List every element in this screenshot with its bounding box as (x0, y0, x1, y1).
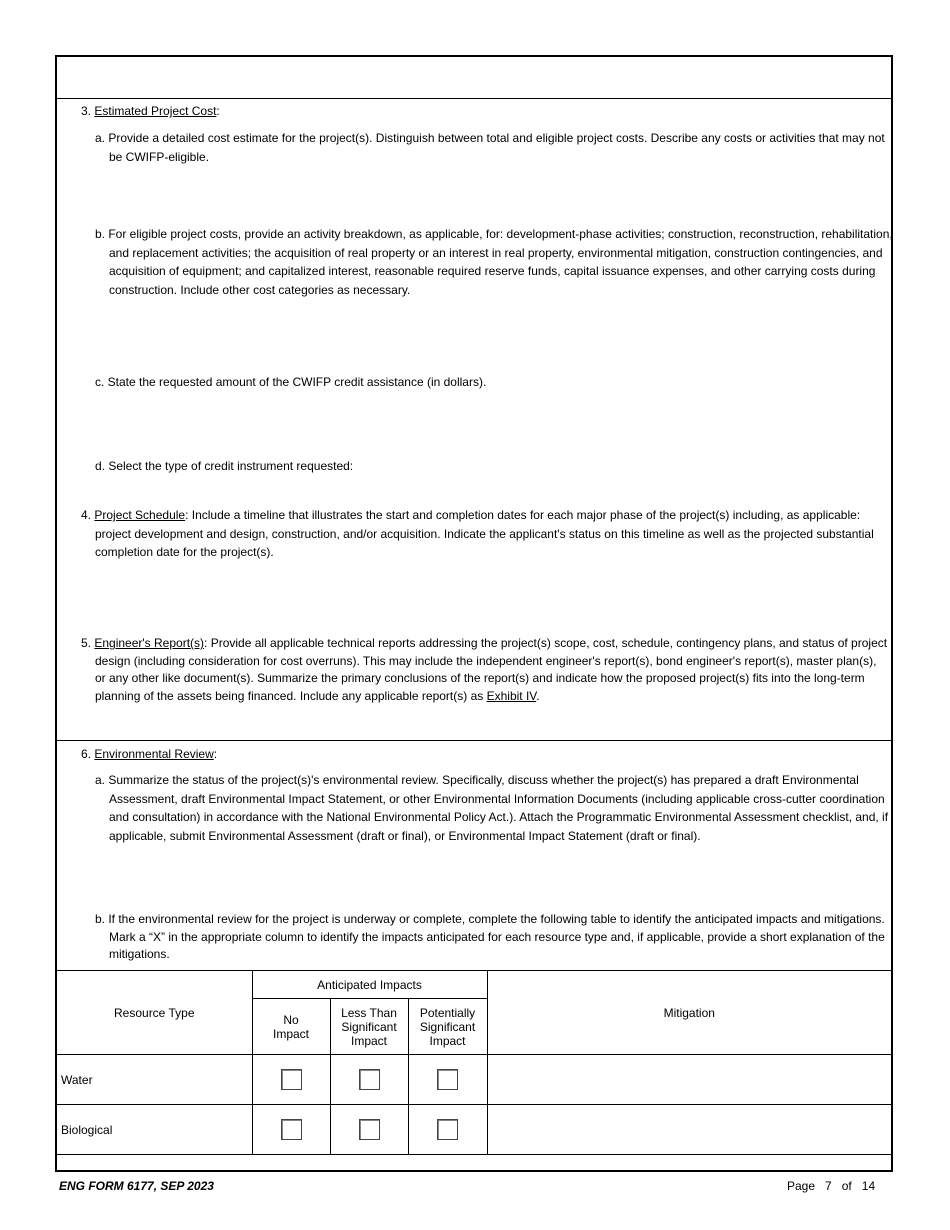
section-3c-text: c. State the requested amount of the CWIFP credit assistance (in dollars). (95, 375, 487, 389)
colon: : (213, 747, 218, 761)
section-3a-text: a. Provide a detailed cost estimate for the project(s). Distinguish between total and eligible project costs. Describe any costs or activities that may not be CWIFP-eligible. (95, 131, 885, 164)
section-6-heading (81, 745, 881, 764)
mitigation-header: Mitigation (487, 971, 891, 1055)
no-impact-cell (252, 1055, 330, 1105)
potentially-significant-cell (408, 1105, 487, 1155)
page-number: 7 (825, 1179, 832, 1193)
potentially-significant-cell (408, 1055, 487, 1105)
section-5-body: : Provide all applicable technical reports addressing the project(s) scope, cost, schedule, contingency plans, and status of project design (including consideration for cost overruns). This may include the independent engineer's report(s), bond engineer's report(s), master plan(s), or any other like document(s). Summarize the primary conclusions of the report(s) and indicate how the proposed project(s) fits into the long-term planning of the assets being financed. Include any applicable report(s) as (95, 636, 888, 703)
section-3-title: Estimated Project Cost (94, 104, 217, 118)
section-4-text (81, 506, 889, 562)
section-number: 5. (81, 636, 92, 650)
table-row (57, 1055, 891, 1105)
no-impact-header: No Impact (252, 999, 330, 1055)
resource-type-cell: Biological (57, 1105, 252, 1155)
section-4-body: : Include a timeline that illustrates the start and completion dates for each major phase of the project(s) including, as applicable: project development and design, construction, and/or acquisition. Indicate the applicant's status on this timeline as well as the projected substantial completion date for the project(s). (95, 508, 874, 559)
form-frame (55, 55, 893, 1172)
page-indicator (787, 1179, 875, 1193)
section-5-text (81, 635, 889, 705)
anticipated-impacts-header: Anticipated Impacts (252, 971, 487, 999)
section-6b-text: b. If the environmental review for the project is underway or complete, complete the following table to identify the anticipated impacts and mitigations. Mark a “X” in the appropriate column to identify the impacts anticipated for each resource type and, if applicable, provide a short explanation of the mitigations. (95, 912, 885, 961)
section-4-title: Project Schedule (94, 508, 186, 522)
form-identifier: ENG FORM 6177, SEP 2023 (59, 1179, 214, 1193)
section-number: 3. (81, 104, 92, 118)
biological-potentially-significant-checkbox[interactable] (437, 1119, 458, 1140)
section-3b-text: b. For eligible project costs, provide an activity breakdown, as applicable, for: development-phase activities; construction, reconstruction, rehabilitation, and replacement activities; the acquisition of real property or an interest in real property, environmental mitigation, construction contingencies, and acquisition of equipment; and capitalized interest, reasonable required reserve funds, capital issuance expenses, and other carrying costs during construction. Include other cost categories as necessary. (95, 227, 893, 297)
less-than-significant-cell (330, 1055, 408, 1105)
potentially-significant-header: Potentially Significant Impact (408, 999, 487, 1055)
impacts-table (57, 970, 891, 1155)
less-than-significant-cell (330, 1105, 408, 1155)
of-label: of (841, 1179, 852, 1193)
biological-mitigation-field[interactable] (487, 1105, 891, 1155)
exhibit-iv-link: Exhibit IV (486, 688, 537, 703)
section-number: 4. (81, 508, 92, 522)
section-6-title: Environmental Review (94, 747, 214, 761)
resource-type-header: Resource Type (57, 971, 252, 1055)
colon: : (216, 104, 220, 118)
divider (57, 98, 891, 99)
biological-no-impact-checkbox[interactable] (281, 1119, 302, 1140)
page-label: Page (787, 1179, 816, 1193)
table-row (57, 1105, 891, 1155)
divider (57, 740, 891, 741)
water-less-than-significant-checkbox[interactable] (359, 1069, 380, 1090)
section-3-heading (81, 102, 881, 121)
water-no-impact-checkbox[interactable] (281, 1069, 302, 1090)
resource-type-cell: Water (57, 1055, 252, 1105)
page-total: 14 (861, 1179, 876, 1193)
water-potentially-significant-checkbox[interactable] (437, 1069, 458, 1090)
less-than-significant-header: Less Than Significant Impact (330, 999, 408, 1055)
period: . (536, 688, 540, 703)
water-mitigation-field[interactable] (487, 1055, 891, 1105)
section-number: 6. (81, 747, 92, 761)
no-impact-cell (252, 1105, 330, 1155)
section-3d-text: d. Select the type of credit instrument requested: (95, 459, 354, 473)
biological-less-than-significant-checkbox[interactable] (359, 1119, 380, 1140)
section-6a-text: a. Summarize the status of the project(s)'s environmental review. Specifically, discuss whether the project(s) has prepared a draft Environmental Assessment, draft Environmental Impact Statement, or other Environmental Information Documents (including applicable cross-cutter coordination and consultation) in accordance with the National Environmental Policy Act.). Attach the Programmatic Environmental Assessment checklist, and, if applicable, submit Environmental Assessment (draft or final), or Environmental Impact Statement (draft or final). (95, 773, 889, 843)
section-5-title: Engineer's Report(s) (94, 636, 205, 650)
